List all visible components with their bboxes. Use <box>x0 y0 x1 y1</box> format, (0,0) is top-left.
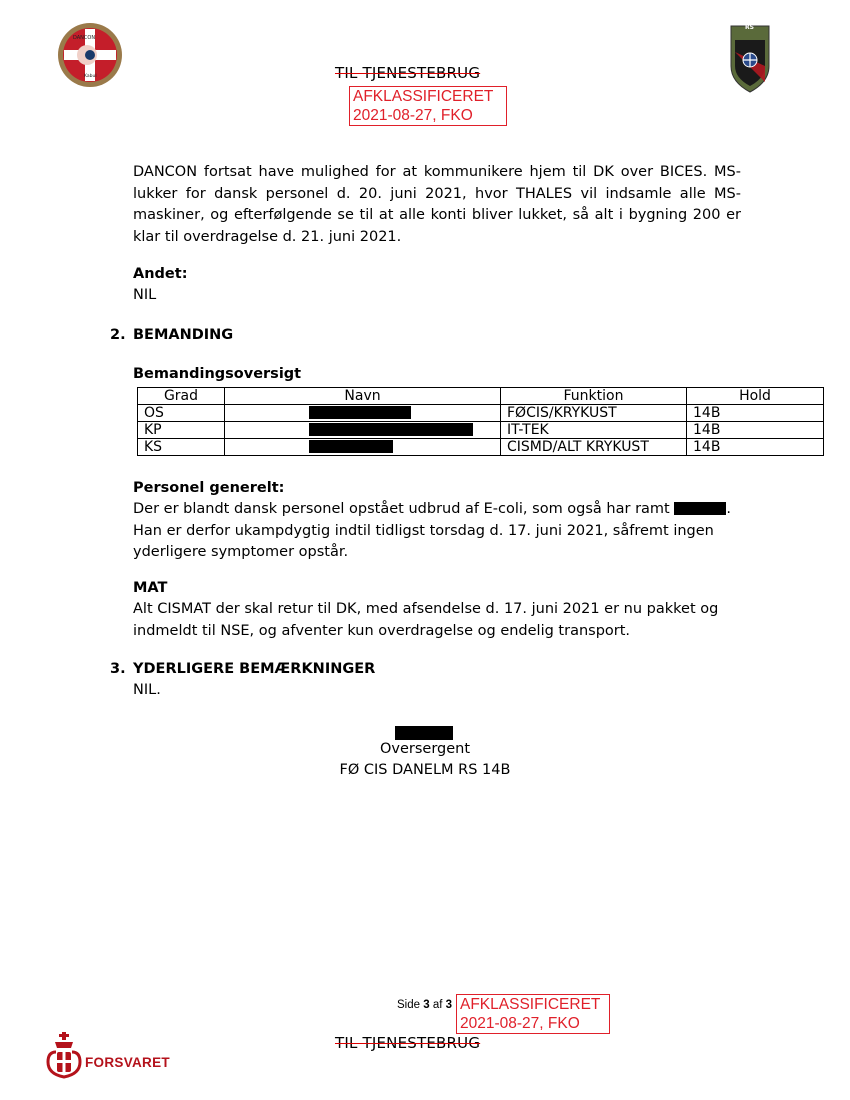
mat-paragraph: Alt CISMAT der skal retur til DK, med afsendelse d. 17. juni 2021 er nu pakket og indmeldt til NSE, og afventer kun overdragelse og endelig transport. <box>133 601 719 639</box>
signature-redaction-bar <box>395 726 453 740</box>
table-header-row <box>138 388 824 405</box>
redaction-bar <box>674 502 726 515</box>
cell-funktion: IT-TEK <box>501 422 687 439</box>
section-3-title: YDERLIGERE BEMÆRKNINGER <box>133 661 376 677</box>
cell-funktion: CISMD/ALT KRYKUST <box>501 439 687 456</box>
page-mid: af <box>429 999 446 1011</box>
cell-hold: 14B <box>687 422 824 439</box>
cell-grad: OS <box>138 405 225 422</box>
section-2-number: 2. <box>110 327 126 343</box>
footer-declassified-stamp <box>456 994 610 1034</box>
mat-heading: MAT <box>133 580 168 596</box>
column-header-navn: Navn <box>225 388 501 405</box>
header-classification: TIL TJENESTEBRUG <box>335 64 481 82</box>
cell-grad: KS <box>138 439 225 456</box>
manning-table <box>137 387 824 456</box>
section-3-number: 3. <box>110 661 126 677</box>
header-stamp-line1: AFKLASSIFICERET <box>353 88 494 105</box>
page-current: 3 <box>423 999 430 1011</box>
andet-heading: Andet: <box>133 266 188 282</box>
cell-navn-redacted <box>225 439 501 456</box>
forsvaret-wordmark: FORSVARET <box>85 1055 170 1070</box>
column-header-funktion: Funktion <box>501 388 687 405</box>
intro-paragraph: DANCON fortsat have mulighed for at kommunikere hjem til DK over BICES. MS-lukker for dansk personel d. 20. juni 2021, hvor THALES vil indsamle alle MS-maskiner, og efterfølgende se til at alle konti bliver lukket, så alt i bygning 200 er klar til overdragelse d. 21. juni 2021. <box>133 164 741 245</box>
column-header-hold: Hold <box>687 388 824 405</box>
column-header-grad: Grad <box>138 388 225 405</box>
footer-classification: TIL TJENESTEBRUG <box>335 1034 481 1052</box>
page-number <box>397 999 452 1011</box>
personel-text-before: Der er blandt dansk personel opstået udbrud af E-coli, som også har ramt <box>133 501 670 517</box>
section-3-text: NIL. <box>133 682 161 698</box>
cell-navn-redacted <box>225 405 501 422</box>
personel-text-after: . Han er derfor ukampdygtig indtil tidligst torsdag d. 17. juni 2021, såfremt ingen yderligere symptomer opstår. <box>133 501 731 560</box>
cell-hold: 14B <box>687 405 824 422</box>
footer-stamp-line1: AFKLASSIFICERET <box>460 996 601 1013</box>
signature-unit: FØ CIS DANELM RS 14B <box>339 762 511 778</box>
table-row <box>138 405 824 422</box>
rs-tab-label: RS <box>745 24 754 31</box>
header-declassified-stamp <box>349 86 507 126</box>
section-2-title: BEMANDING <box>133 327 234 343</box>
signature-rank: Oversergent <box>379 741 471 757</box>
footer-stamp-line2: 2021-08-27, FKO <box>460 1015 580 1032</box>
dancon-emblem-text-top: DANCON <box>73 35 96 41</box>
forsvaret-crest-icon <box>46 1030 82 1080</box>
cell-navn-redacted <box>225 422 501 439</box>
redaction-bar <box>309 440 393 453</box>
dancon-emblem-text-bottom: Kabul <box>84 74 97 79</box>
personel-heading: Personel generelt: <box>133 480 285 496</box>
section-3-heading <box>110 661 375 677</box>
andet-text: NIL <box>133 287 157 303</box>
page-total: 3 <box>445 999 453 1011</box>
table-row <box>138 439 824 456</box>
header-stamp-line2: 2021-08-27, FKO <box>353 107 473 124</box>
personel-paragraph <box>133 499 741 564</box>
table-row <box>138 422 824 439</box>
redaction-bar <box>309 406 411 419</box>
section-2-heading <box>110 327 233 343</box>
cell-grad: KP <box>138 422 225 439</box>
nato-shield-icon <box>729 22 771 94</box>
manning-heading: Bemandingsoversigt <box>133 366 302 382</box>
cell-hold: 14B <box>687 439 824 456</box>
cell-funktion: FØCIS/KRYKUST <box>501 405 687 422</box>
redaction-bar <box>309 423 473 436</box>
page-prefix: Side <box>397 999 424 1011</box>
